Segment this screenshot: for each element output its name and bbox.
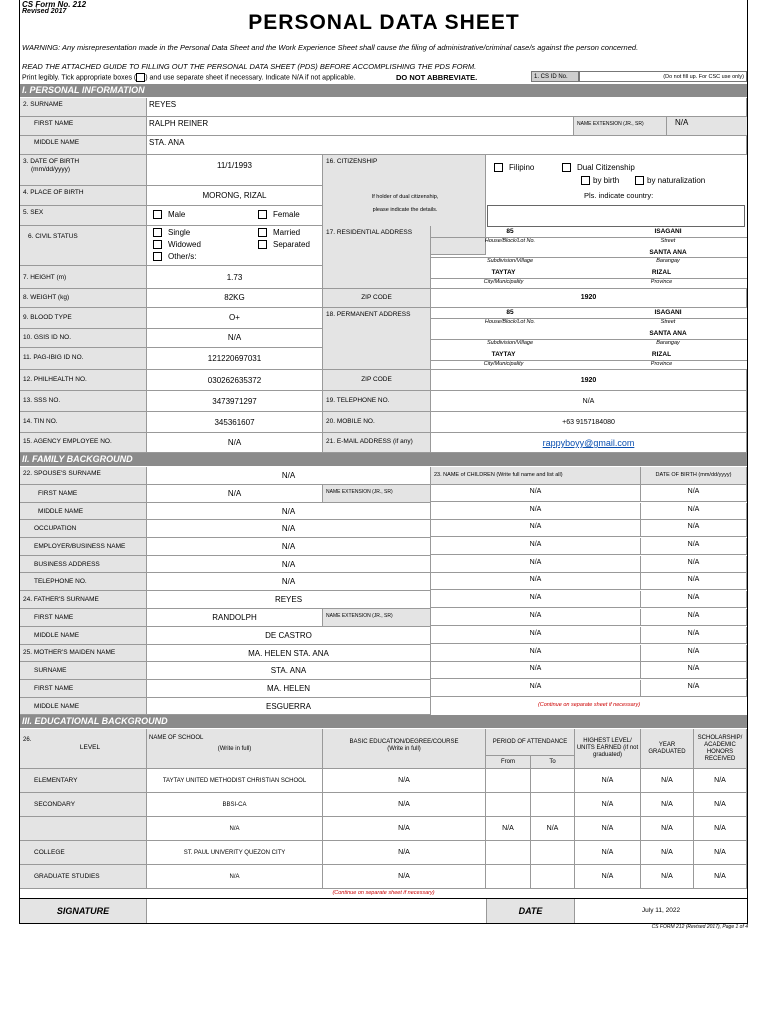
- cs-id-note: (Do not fill up. For CSC use only): [579, 71, 747, 82]
- child-name-field[interactable]: N/A: [431, 538, 641, 555]
- checkbox-icon[interactable]: [153, 240, 162, 249]
- edu-level-cell: [20, 817, 147, 841]
- edu-course-field[interactable]: N/A: [323, 865, 486, 889]
- signature-field[interactable]: [147, 899, 486, 923]
- philhealth-field[interactable]: 030262635372: [147, 370, 323, 391]
- read-guide-text: READ THE ATTACHED GUIDE TO FILLING OUT THE PERSONAL DATA SHEET (PDS) BEFORE ACCOMPLISHING THE PDS FORM.: [22, 62, 477, 71]
- subdivision-caption: Subdivision/Village: [486, 258, 534, 264]
- edu-school-header: [147, 729, 323, 769]
- perm-subdivision-caption: Subdivision/Village: [486, 340, 534, 346]
- edu-honors-header: SCHOLARSHIP/ ACADEMIC HONORS RECEIVED: [694, 729, 747, 769]
- tin-field[interactable]: 345361607: [147, 412, 323, 433]
- street-caption: Street: [660, 238, 676, 244]
- edu-course-field[interactable]: N/A: [323, 817, 486, 841]
- agency-field[interactable]: N/A: [147, 433, 323, 453]
- middle-name-label: MIDDLE NAME: [20, 136, 147, 155]
- divider: [20, 898, 747, 899]
- gsis-field[interactable]: N/A: [147, 329, 323, 348]
- mother-first-label: FIRST NAME: [20, 680, 147, 698]
- child-dob-field[interactable]: N/A: [641, 609, 747, 626]
- perm-city-caption: City/Municipality: [483, 361, 524, 367]
- edu-year-field[interactable]: N/A: [641, 793, 694, 817]
- separated-label: Separated: [273, 240, 310, 249]
- section-personal-info: I. PERSONAL INFORMATION: [20, 84, 747, 97]
- child-name-field[interactable]: N/A: [431, 573, 641, 590]
- father-middle-label: MIDDLE NAME: [20, 627, 147, 645]
- perm-barangay-caption: Barangay: [656, 340, 680, 346]
- edu-from-field[interactable]: [486, 793, 531, 817]
- pagibig-label: 11. PAG-IBIG ID NO.: [20, 348, 147, 370]
- res-barangay[interactable]: SANTA ANA: [649, 249, 687, 256]
- cs-widowed-option[interactable]: [153, 240, 201, 249]
- pob-field[interactable]: MORONG, RIZAL: [147, 186, 323, 206]
- blood-label: 9. BLOOD TYPE: [20, 308, 147, 329]
- edu-year-field[interactable]: N/A: [641, 865, 694, 889]
- family-continue-note: (Continue on separate sheet if necessary): [537, 702, 641, 708]
- cs-id-label: 1. CS ID No.: [531, 71, 579, 82]
- sex-male-option[interactable]: [153, 210, 185, 219]
- child-name-field[interactable]: N/A: [431, 520, 641, 537]
- occupation-label: OCCUPATION: [20, 520, 147, 538]
- city-caption: City/Municipality: [483, 279, 524, 285]
- checkbox-icon[interactable]: [562, 163, 571, 172]
- child-name-field[interactable]: N/A: [431, 609, 641, 626]
- edu-school-header-a: NAME OF SCHOOL: [149, 735, 204, 741]
- edu-honors-field[interactable]: N/A: [694, 769, 747, 793]
- edu-year-field[interactable]: N/A: [641, 769, 694, 793]
- child-dob-field[interactable]: N/A: [641, 645, 747, 662]
- citizenship-naturalization-option[interactable]: [635, 176, 705, 185]
- occupation-field[interactable]: N/A: [147, 520, 431, 538]
- spouse-name-ext-label: NAME EXTENSION (JR., SR): [323, 485, 431, 503]
- spouse-telephone-label: TELEPHONE NO.: [20, 573, 147, 591]
- name-ext-field[interactable]: N/A: [667, 117, 747, 136]
- employer-field[interactable]: N/A: [147, 538, 431, 556]
- agency-label: 15. AGENCY EMPLOYEE NO.: [20, 433, 147, 453]
- edu-from-field[interactable]: [486, 865, 531, 889]
- perm-zip-field[interactable]: 1920: [431, 370, 747, 391]
- citizenship-label: 16. CITIZENSHIP: [323, 155, 486, 255]
- dual-label: Dual Citizenship: [577, 163, 635, 172]
- edu-highest-field[interactable]: N/A: [575, 817, 641, 841]
- form-number: CS Form No. 212: [22, 0, 87, 9]
- edu-school-field[interactable]: N/A: [147, 865, 323, 889]
- perm-street[interactable]: ISAGANI: [654, 309, 682, 316]
- perm-barangay[interactable]: SANTA ANA: [649, 330, 687, 337]
- child-name-field[interactable]: N/A: [431, 485, 641, 502]
- widowed-label: Widowed: [168, 240, 201, 249]
- filipino-label: Filipino: [509, 163, 535, 172]
- sample-checkbox-icon: [136, 73, 145, 82]
- perm-street-caption: Street: [660, 319, 676, 325]
- weight-label: 8. WEIGHT (kg): [20, 289, 147, 308]
- female-label: Female: [273, 210, 300, 219]
- print-instructions: [22, 73, 356, 82]
- mobile-field[interactable]: +63 9157184080: [431, 412, 747, 433]
- child-name-field[interactable]: N/A: [431, 627, 641, 644]
- height-label: 7. HEIGHT (m): [20, 266, 147, 289]
- dob-label-text: 3. DATE OF BIRTH: [23, 158, 80, 165]
- edu-to-field[interactable]: [531, 841, 575, 865]
- citizenship-filipino-option[interactable]: [494, 163, 534, 172]
- cs-married-option[interactable]: [258, 228, 300, 237]
- child-name-field[interactable]: N/A: [431, 503, 641, 520]
- edu-course-header: [323, 729, 486, 769]
- child-name-field[interactable]: N/A: [431, 645, 641, 662]
- checkbox-icon[interactable]: [153, 228, 162, 237]
- pagibig-field[interactable]: 121220697031: [147, 348, 323, 370]
- edu-highest-field[interactable]: N/A: [575, 865, 641, 889]
- form-revision: Revised 2017: [22, 8, 67, 15]
- res-zip-field[interactable]: 1920: [431, 289, 747, 308]
- perm-addr-label: 18. PERMANENT ADDRESS: [323, 308, 431, 370]
- edu-to-field[interactable]: N/A: [531, 817, 575, 841]
- res-house[interactable]: 85: [506, 228, 514, 235]
- print-instr-b: ) and use separate sheet if necessary. Indicate N/A if not applicable.: [145, 74, 356, 82]
- section-family-background: II. FAMILY BACKGROUND: [20, 453, 747, 466]
- children-label: 23. NAME of CHILDREN (Write full name and list all): [431, 467, 641, 485]
- child-dob-field[interactable]: N/A: [641, 662, 747, 679]
- res-zip-label: ZIP CODE: [323, 289, 431, 308]
- child-dob-field[interactable]: N/A: [641, 503, 747, 520]
- name-ext-label: NAME EXTENSION (JR., SR): [574, 117, 667, 136]
- do-not-abbreviate: DO NOT ABBREVIATE.: [396, 73, 478, 82]
- mother-middle-field[interactable]: ESGUERRA: [147, 698, 431, 715]
- first-name-field[interactable]: RALPH REINER: [147, 117, 574, 136]
- checkbox-icon[interactable]: [153, 210, 162, 219]
- mother-surname-label: SURNAME: [20, 662, 147, 680]
- weight-field[interactable]: 82KG: [147, 289, 323, 308]
- edu-course-header-a: BASIC EDUCATION/DEGREE/COURSE: [349, 739, 459, 745]
- sss-label: 13. SSS NO.: [20, 391, 147, 412]
- perm-province[interactable]: RIZAL: [651, 351, 672, 358]
- barangay-caption: Barangay: [656, 258, 680, 264]
- dob-label: [20, 155, 147, 186]
- warning-text: WARNING: Any misrepresentation made in the Personal Data Sheet and the Work Experience Sheet shall cause the filing of administrative/criminal case/s against the person concerned.: [22, 43, 639, 52]
- res-street[interactable]: ISAGANI: [654, 228, 682, 235]
- child-name-field[interactable]: N/A: [431, 556, 641, 573]
- child-name-field[interactable]: N/A: [431, 591, 641, 608]
- telephone-field[interactable]: N/A: [431, 391, 747, 412]
- edu-school-field[interactable]: BBSI-CA: [147, 793, 323, 817]
- spouse-first-label: FIRST NAME: [20, 485, 147, 503]
- edu-school-field[interactable]: TAYTAY UNITED METHODIST CHRISTIAN SCHOOL: [147, 769, 323, 793]
- email-label: 21. E-MAIL ADDRESS (if any): [323, 433, 431, 453]
- child-dob-field[interactable]: N/A: [641, 485, 747, 502]
- checkbox-icon[interactable]: [258, 228, 267, 237]
- section-educational-background: III. EDUCATIONAL BACKGROUND: [20, 715, 747, 728]
- edu-from-field[interactable]: [486, 841, 531, 865]
- province-caption: Province: [650, 279, 673, 285]
- edu-highest-header: HIGHEST LEVEL/ UNITS EARNED (if not graduated): [575, 729, 641, 769]
- dual-note-a: If holder of dual citizenship,: [371, 194, 439, 200]
- child-dob-field[interactable]: N/A: [641, 591, 747, 608]
- edu-highest-field[interactable]: N/A: [575, 793, 641, 817]
- edu-school-header-b: (Write in full): [217, 746, 252, 752]
- pob-label: 4. PLACE OF BIRTH: [20, 186, 147, 206]
- civil-status-label: 6. CIVIL STATUS: [20, 226, 147, 266]
- spouse-middle-field[interactable]: N/A: [147, 503, 431, 520]
- checkbox-icon[interactable]: [494, 163, 503, 172]
- spouse-surname-label: 22. SPOUSE'S SURNAME: [20, 467, 147, 485]
- perm-house[interactable]: 85: [506, 309, 514, 316]
- naturalization-label: by naturalization: [647, 176, 706, 185]
- res-addr-label: 17. RESIDENTIAL ADDRESS: [323, 226, 431, 289]
- dual-note-b: please indicate the details.: [372, 207, 438, 213]
- single-label: Single: [168, 228, 191, 237]
- child-dob-field[interactable]: N/A: [641, 680, 747, 697]
- dob-format: (mm/dd/yyyy): [31, 166, 70, 173]
- email-field[interactable]: rappyboyy@gmail.com: [431, 433, 747, 453]
- blood-field[interactable]: O+: [147, 308, 323, 329]
- middle-name-field[interactable]: STA. ANA: [147, 136, 747, 155]
- checkbox-icon[interactable]: [153, 252, 162, 261]
- mother-middle-label: MIDDLE NAME: [20, 698, 147, 715]
- edu-highest-field[interactable]: N/A: [575, 841, 641, 865]
- surname-label: 2. SURNAME: [20, 98, 147, 117]
- country-field[interactable]: [487, 205, 745, 227]
- edu-year-field[interactable]: N/A: [641, 817, 694, 841]
- edu-highest-field[interactable]: N/A: [575, 769, 641, 793]
- edu-school-field[interactable]: ST. PAUL UNIVERITY QUEZON CITY: [147, 841, 323, 865]
- checkbox-icon[interactable]: [581, 176, 590, 185]
- country-label: Pls. indicate country:: [584, 191, 654, 200]
- edu-to-header: To: [531, 756, 575, 769]
- edu-from-header: From: [486, 756, 531, 769]
- gsis-label: 10. GSIS ID NO.: [20, 329, 147, 348]
- edu-to-field[interactable]: [531, 865, 575, 889]
- business-addr-label: BUSINESS ADDRESS: [20, 556, 147, 573]
- edu-course-field[interactable]: N/A: [323, 769, 486, 793]
- cs-single-option[interactable]: [153, 228, 190, 237]
- sex-label: 5. SEX: [20, 206, 147, 226]
- checkbox-icon[interactable]: [258, 210, 267, 219]
- father-surname-label: 24. FATHER'S SURNAME: [20, 591, 147, 609]
- philhealth-label: 12. PHILHEALTH NO.: [20, 370, 147, 391]
- dual-note: [330, 191, 480, 217]
- mother-maiden-field[interactable]: MA. HELEN STA. ANA: [147, 645, 431, 662]
- cs-others-option[interactable]: [153, 252, 196, 261]
- edu-course-field[interactable]: N/A: [323, 793, 486, 817]
- print-instr-a: Print legibly. Tick appropriate boxes (: [22, 74, 137, 82]
- father-middle-field[interactable]: DE CASTRO: [147, 627, 431, 645]
- married-label: Married: [273, 228, 301, 237]
- date-label: DATE: [486, 899, 575, 923]
- telephone-label: 19. TELEPHONE NO.: [323, 391, 431, 412]
- father-first-field[interactable]: RANDOLPH: [147, 609, 323, 627]
- checkbox-icon[interactable]: [635, 176, 644, 185]
- house-caption: House/Block/Lot No.: [484, 238, 536, 244]
- spouse-surname-field[interactable]: N/A: [147, 467, 431, 485]
- res-province[interactable]: RIZAL: [651, 269, 672, 276]
- edu-honors-field[interactable]: N/A: [694, 865, 747, 889]
- child-dob-field[interactable]: N/A: [641, 556, 747, 573]
- dob-field[interactable]: 11/1/1993: [147, 155, 323, 186]
- perm-house-caption: House/Block/Lot No.: [484, 319, 536, 325]
- edu-level-cell: ELEMENTARY: [20, 769, 147, 793]
- edu-course-header-b: (Write in full): [387, 746, 421, 752]
- child-name-field[interactable]: N/A: [431, 680, 641, 697]
- edu-honors-field[interactable]: N/A: [694, 841, 747, 865]
- edu-honors-field[interactable]: N/A: [694, 817, 747, 841]
- height-field[interactable]: 1.73: [147, 266, 323, 289]
- citizenship-by-birth-option[interactable]: [581, 176, 619, 185]
- spouse-middle-label: MIDDLE NAME: [20, 503, 147, 520]
- page-title: PERSONAL DATA SHEET: [248, 11, 520, 34]
- edu-from-field[interactable]: [486, 769, 531, 793]
- cs-separated-option[interactable]: [258, 240, 310, 249]
- perm-zip-label: ZIP CODE: [323, 370, 431, 391]
- edu-school-field[interactable]: N/A: [147, 817, 323, 841]
- others-label: Other/s:: [168, 252, 197, 261]
- employer-label: EMPLOYER/BUSINESS NAME: [20, 538, 147, 556]
- edu-from-field[interactable]: N/A: [486, 817, 531, 841]
- male-label: Male: [168, 210, 186, 219]
- business-addr-field[interactable]: N/A: [147, 556, 431, 573]
- father-name-ext-label: NAME EXTENSION (JR., SR): [323, 609, 431, 627]
- tin-label: 14. TIN NO.: [20, 412, 147, 433]
- child-dob-field[interactable]: N/A: [641, 627, 747, 644]
- children-dob-label: DATE OF BIRTH (mm/dd/yyyy): [641, 467, 747, 485]
- perm-province-caption: Province: [650, 361, 673, 367]
- child-name-field[interactable]: N/A: [431, 662, 641, 679]
- sss-field[interactable]: 3473971297: [147, 391, 323, 412]
- edu-to-field[interactable]: [531, 793, 575, 817]
- edu-level-cell: GRADUATE STUDIES: [20, 865, 147, 889]
- citizenship-dual-option[interactable]: [562, 163, 635, 172]
- child-dob-field[interactable]: N/A: [641, 520, 747, 537]
- signature-label: SIGNATURE: [20, 899, 147, 923]
- child-dob-field[interactable]: N/A: [641, 538, 747, 555]
- mother-surname-field[interactable]: STA. ANA: [147, 662, 431, 680]
- child-dob-field[interactable]: N/A: [641, 573, 747, 590]
- edu-level-header: LEVEL: [79, 744, 101, 751]
- spouse-first-field[interactable]: N/A: [147, 485, 323, 503]
- form-footer: CS FORM 212 (Revised 2017), Page 1 of 4: [651, 924, 748, 930]
- edu-to-field[interactable]: [531, 769, 575, 793]
- checkbox-icon[interactable]: [258, 240, 267, 249]
- edu-year-header: YEAR GRADUATED: [641, 729, 694, 769]
- mother-label: 25. MOTHER'S MAIDEN NAME: [20, 645, 147, 662]
- mobile-label: 20. MOBILE NO.: [323, 412, 431, 433]
- edu-continue-note: (Continue on separate sheet if necessary): [332, 890, 435, 896]
- edu-period-header: PERIOD OF ATTENDANCE: [486, 729, 575, 756]
- by-birth-label: by birth: [593, 176, 620, 185]
- perm-city[interactable]: TAYTAY: [491, 351, 516, 358]
- surname-field[interactable]: REYES: [147, 98, 747, 117]
- mother-first-field[interactable]: MA. HELEN: [147, 680, 431, 698]
- edu-num: 26.: [20, 729, 147, 769]
- edu-year-field[interactable]: N/A: [641, 841, 694, 865]
- date-field[interactable]: July 11, 2022: [641, 907, 681, 914]
- res-city[interactable]: TAYTAY: [491, 269, 516, 276]
- edu-honors-field[interactable]: N/A: [694, 793, 747, 817]
- father-surname-field[interactable]: REYES: [147, 591, 431, 609]
- edu-level-cell: COLLEGE: [20, 841, 147, 865]
- spouse-telephone-field[interactable]: N/A: [147, 573, 431, 591]
- edu-level-cell: SECONDARY: [20, 793, 147, 817]
- edu-course-field[interactable]: N/A: [323, 841, 486, 865]
- sex-female-option[interactable]: [258, 210, 300, 219]
- first-name-label: FIRST NAME: [20, 117, 147, 136]
- father-first-label: FIRST NAME: [20, 609, 147, 627]
